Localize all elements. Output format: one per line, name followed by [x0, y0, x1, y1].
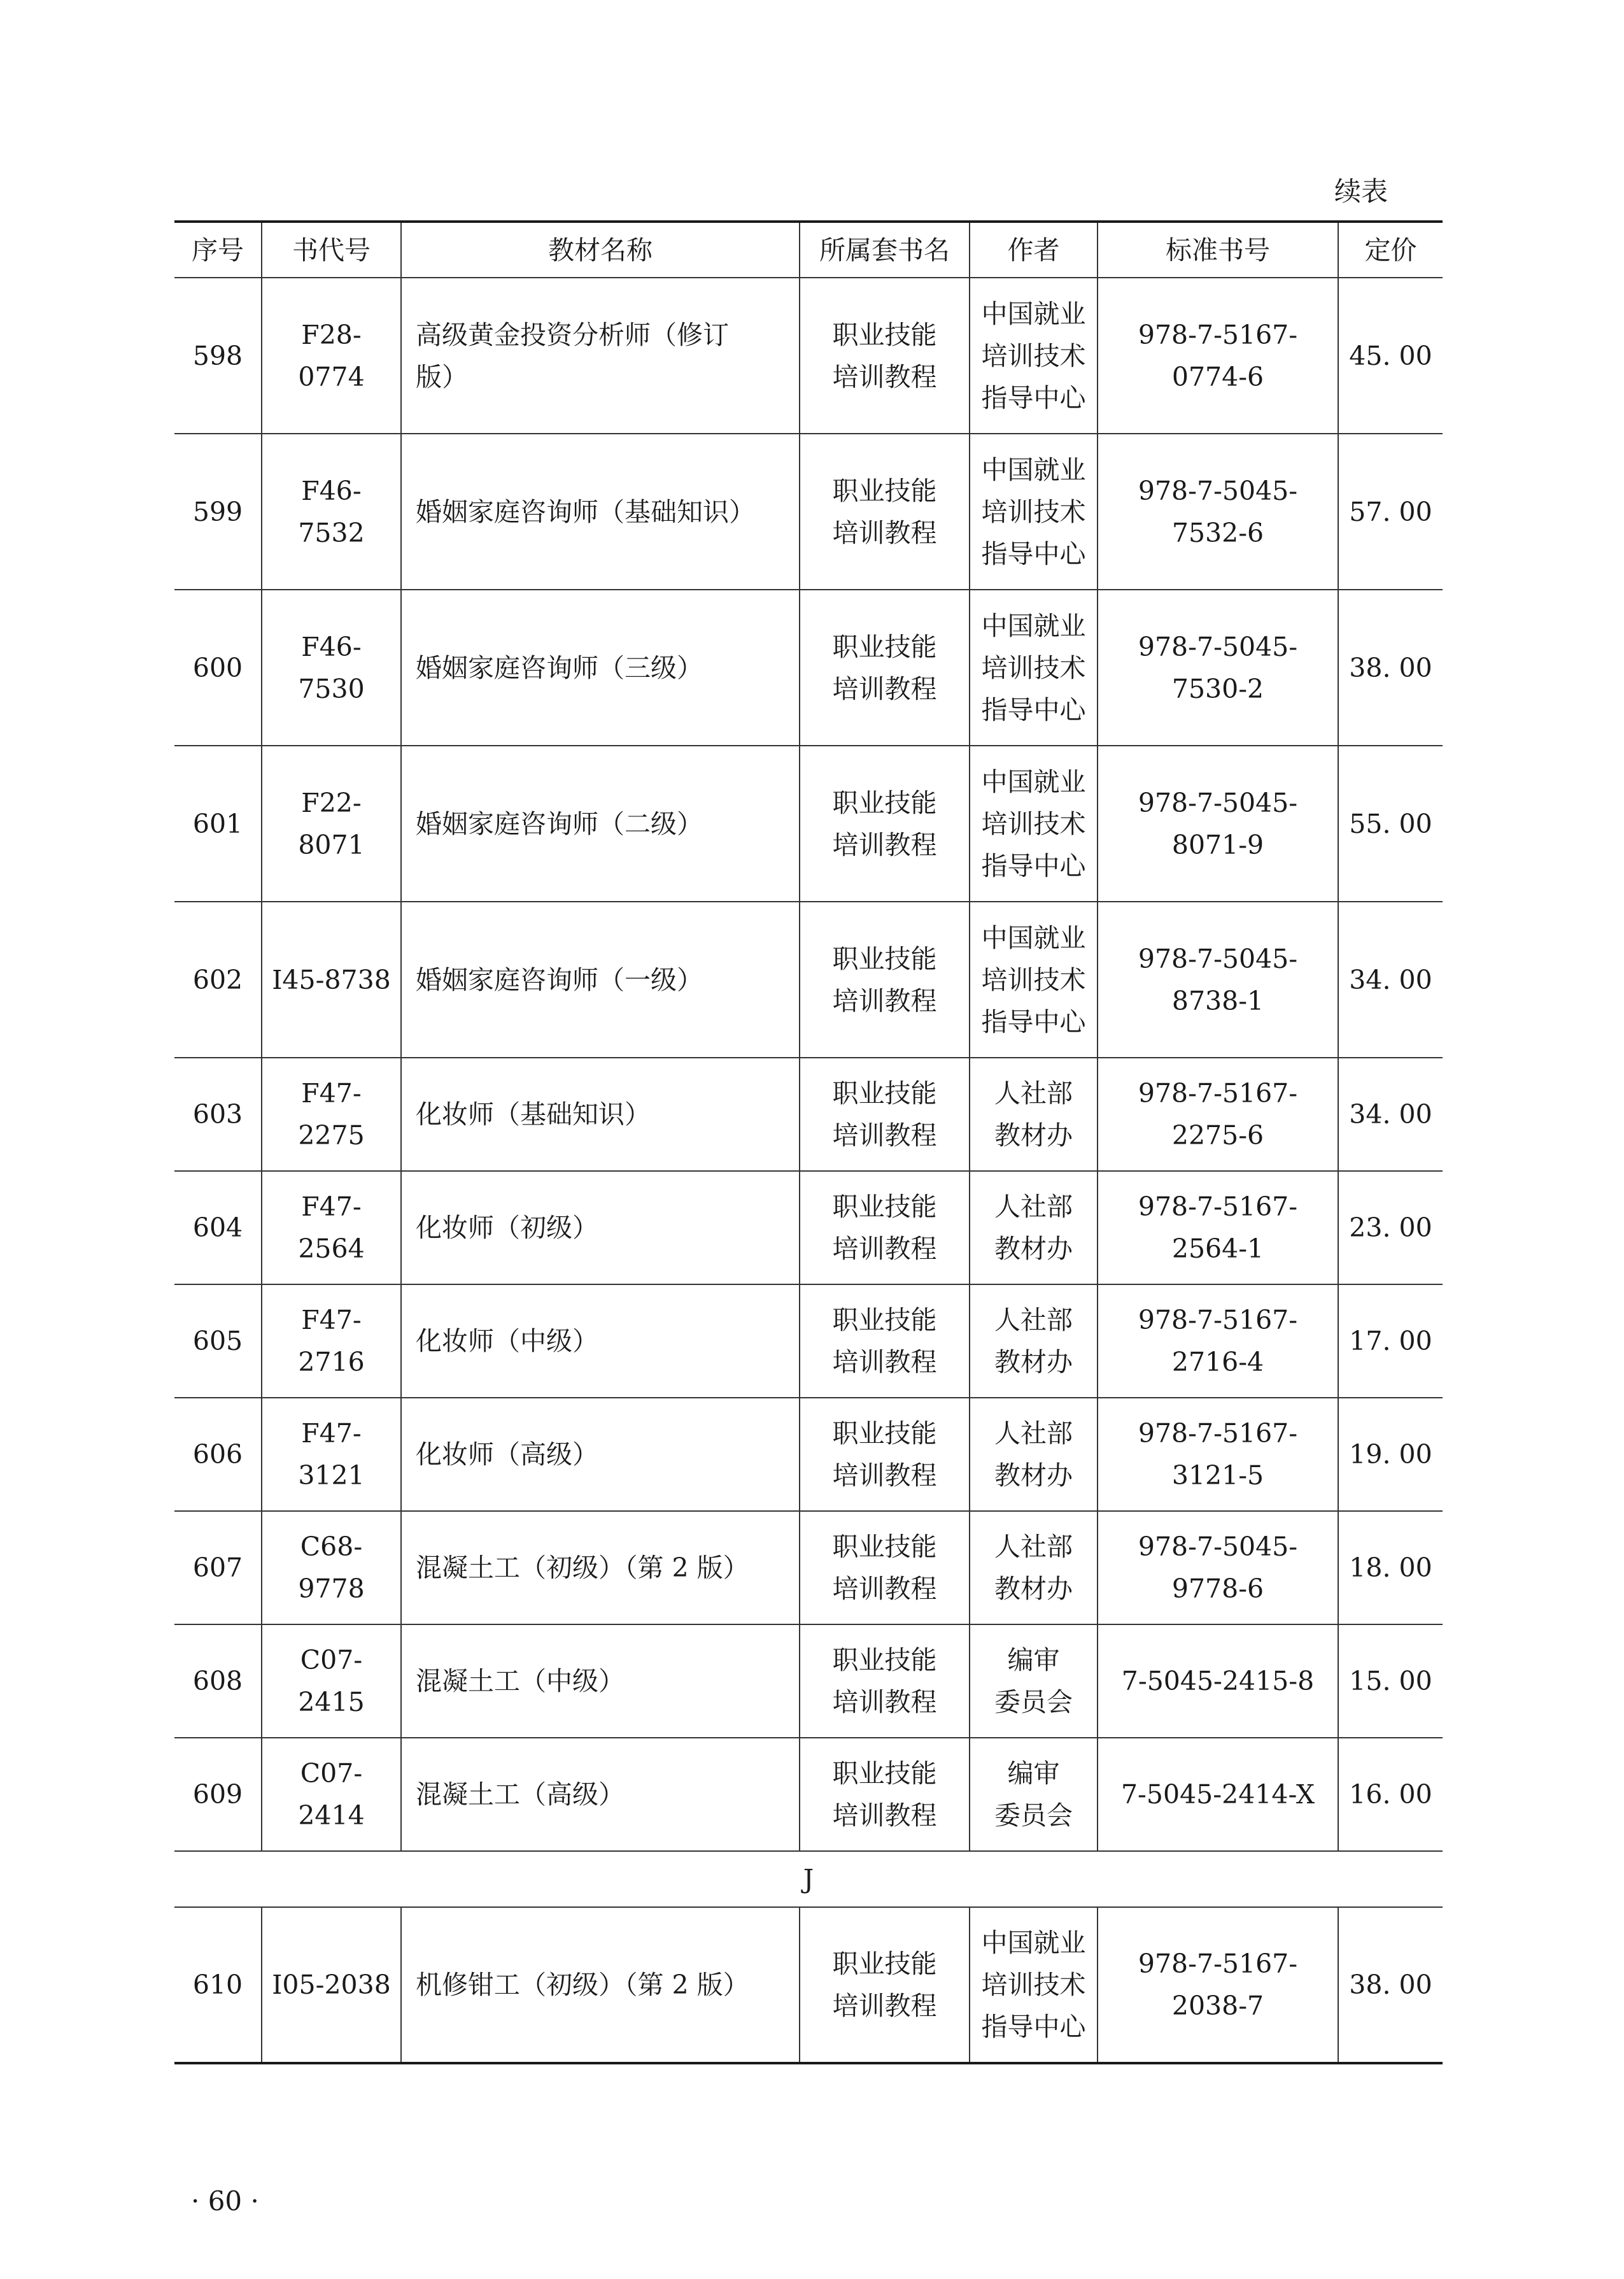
cell-price: 34. 00 — [1338, 1058, 1443, 1171]
cell-author: 编审 委员会 — [970, 1738, 1098, 1851]
cell-code: F28-0774 — [262, 278, 401, 434]
cell-author: 中国就业 培训技术 指导中心 — [970, 902, 1098, 1058]
cell-price: 45. 00 — [1338, 278, 1443, 434]
cell-price: 15. 00 — [1338, 1624, 1443, 1738]
cell-series: 职业技能 培训教程 — [800, 1907, 970, 2063]
table-row — [174, 1511, 1443, 1624]
cell-author: 中国就业 培训技术 指导中心 — [970, 1907, 1098, 2063]
cell-author: 人社部 教材办 — [970, 1058, 1098, 1171]
cell-isbn: 978-7-5045-8738-1 — [1098, 902, 1338, 1058]
cell-price: 19. 00 — [1338, 1398, 1443, 1511]
cell-title: 化妆师（高级） — [401, 1398, 800, 1511]
cell-isbn: 978-7-5045-8071-9 — [1098, 746, 1338, 902]
cell-no: 610 — [174, 1907, 262, 2063]
cell-title: 混凝土工（中级） — [401, 1624, 800, 1738]
cell-no: 598 — [174, 278, 262, 434]
cell-price: 55. 00 — [1338, 746, 1443, 902]
cell-price: 18. 00 — [1338, 1511, 1443, 1624]
cell-series: 职业技能 培训教程 — [800, 1171, 970, 1284]
cell-title: 化妆师（基础知识） — [401, 1058, 800, 1171]
column-header-code: 书代号 — [262, 222, 401, 278]
cell-isbn: 978-7-5167-2038-7 — [1098, 1907, 1338, 2063]
cell-no: 609 — [174, 1738, 262, 1851]
cell-isbn: 978-7-5045-9778-6 — [1098, 1511, 1338, 1624]
cell-author: 人社部 教材办 — [970, 1511, 1098, 1624]
column-header-author: 作者 — [970, 222, 1098, 278]
continued-label: 续表 — [1334, 176, 1388, 207]
cell-series: 职业技能 培训教程 — [800, 434, 970, 590]
cell-isbn: 7-5045-2415-8 — [1098, 1624, 1338, 1738]
table-row — [174, 1624, 1443, 1738]
cell-author: 中国就业 培训技术 指导中心 — [970, 434, 1098, 590]
textbook-catalog-table — [174, 220, 1443, 2064]
cell-code: F47-2275 — [262, 1058, 401, 1171]
column-header-no: 序号 — [174, 222, 262, 278]
cell-code: F47-3121 — [262, 1398, 401, 1511]
cell-series: 职业技能 培训教程 — [800, 1738, 970, 1851]
cell-author: 编审 委员会 — [970, 1624, 1098, 1738]
table-row — [174, 1738, 1443, 1851]
cell-code: F22-8071 — [262, 746, 401, 902]
cell-series: 职业技能 培训教程 — [800, 1511, 970, 1624]
cell-no: 606 — [174, 1398, 262, 1511]
cell-author: 人社部 教材办 — [970, 1284, 1098, 1398]
cell-author: 中国就业 培训技术 指导中心 — [970, 746, 1098, 902]
cell-no: 608 — [174, 1624, 262, 1738]
table-row — [174, 278, 1443, 434]
cell-title: 婚姻家庭咨询师（三级） — [401, 590, 800, 746]
cell-code: I05-2038 — [262, 1907, 401, 2063]
cell-price: 34. 00 — [1338, 902, 1443, 1058]
cell-series: 职业技能 培训教程 — [800, 1058, 970, 1171]
cell-title: 婚姻家庭咨询师（一级） — [401, 902, 800, 1058]
table-row — [174, 590, 1443, 746]
page-number: · 60 · — [191, 2185, 259, 2217]
table-row — [174, 746, 1443, 902]
section-header-row — [174, 1851, 1443, 1907]
section-letter: J — [174, 1851, 1443, 1907]
cell-price: 57. 00 — [1338, 434, 1443, 590]
cell-isbn: 978-7-5167-2716-4 — [1098, 1284, 1338, 1398]
cell-author: 人社部 教材办 — [970, 1398, 1098, 1511]
cell-price: 38. 00 — [1338, 590, 1443, 746]
table-row — [174, 1907, 1443, 2063]
cell-code: F46-7532 — [262, 434, 401, 590]
cell-series: 职业技能 培训教程 — [800, 746, 970, 902]
cell-price: 38. 00 — [1338, 1907, 1443, 2063]
cell-isbn: 978-7-5167-0774-6 — [1098, 278, 1338, 434]
cell-price: 17. 00 — [1338, 1284, 1443, 1398]
cell-title: 高级黄金投资分析师（修订 版） — [401, 278, 800, 434]
cell-code: F47-2716 — [262, 1284, 401, 1398]
cell-author: 中国就业 培训技术 指导中心 — [970, 278, 1098, 434]
cell-series: 职业技能 培训教程 — [800, 1284, 970, 1398]
table-header-row — [174, 222, 1443, 278]
cell-series: 职业技能 培训教程 — [800, 1398, 970, 1511]
cell-author: 中国就业 培训技术 指导中心 — [970, 590, 1098, 746]
column-header-series: 所属套书名 — [800, 222, 970, 278]
cell-no: 604 — [174, 1171, 262, 1284]
cell-no: 605 — [174, 1284, 262, 1398]
cell-title: 婚姻家庭咨询师（基础知识） — [401, 434, 800, 590]
cell-author: 人社部 教材办 — [970, 1171, 1098, 1284]
column-header-isbn: 标准书号 — [1098, 222, 1338, 278]
cell-series: 职业技能 培训教程 — [800, 902, 970, 1058]
table-row — [174, 902, 1443, 1058]
cell-isbn: 978-7-5045-7532-6 — [1098, 434, 1338, 590]
cell-series: 职业技能 培训教程 — [800, 590, 970, 746]
cell-isbn: 978-7-5167-2564-1 — [1098, 1171, 1338, 1284]
cell-series: 职业技能 培训教程 — [800, 278, 970, 434]
cell-title: 婚姻家庭咨询师（二级） — [401, 746, 800, 902]
cell-no: 599 — [174, 434, 262, 590]
table-row — [174, 1398, 1443, 1511]
cell-title: 化妆师（初级） — [401, 1171, 800, 1284]
column-header-title: 教材名称 — [401, 222, 800, 278]
table-row — [174, 1058, 1443, 1171]
cell-isbn: 7-5045-2414-X — [1098, 1738, 1338, 1851]
cell-no: 600 — [174, 590, 262, 746]
cell-code: C68-9778 — [262, 1511, 401, 1624]
cell-price: 16. 00 — [1338, 1738, 1443, 1851]
table-row — [174, 1284, 1443, 1398]
table-row — [174, 434, 1443, 590]
table-row — [174, 1171, 1443, 1284]
cell-code: F47-2564 — [262, 1171, 401, 1284]
cell-series: 职业技能 培训教程 — [800, 1624, 970, 1738]
cell-isbn: 978-7-5167-2275-6 — [1098, 1058, 1338, 1171]
cell-isbn: 978-7-5167-3121-5 — [1098, 1398, 1338, 1511]
cell-no: 607 — [174, 1511, 262, 1624]
cell-no: 601 — [174, 746, 262, 902]
column-header-price: 定价 — [1338, 222, 1443, 278]
cell-code: C07-2414 — [262, 1738, 401, 1851]
cell-no: 602 — [174, 902, 262, 1058]
cell-isbn: 978-7-5045-7530-2 — [1098, 590, 1338, 746]
cell-code: I45-8738 — [262, 902, 401, 1058]
cell-title: 混凝土工（初级）（第 2 版） — [401, 1511, 800, 1624]
cell-code: C07-2415 — [262, 1624, 401, 1738]
cell-title: 机修钳工（初级）（第 2 版） — [401, 1907, 800, 2063]
cell-price: 23. 00 — [1338, 1171, 1443, 1284]
cell-code: F46-7530 — [262, 590, 401, 746]
cell-title: 化妆师（中级） — [401, 1284, 800, 1398]
cell-title: 混凝土工（高级） — [401, 1738, 800, 1851]
cell-no: 603 — [174, 1058, 262, 1171]
